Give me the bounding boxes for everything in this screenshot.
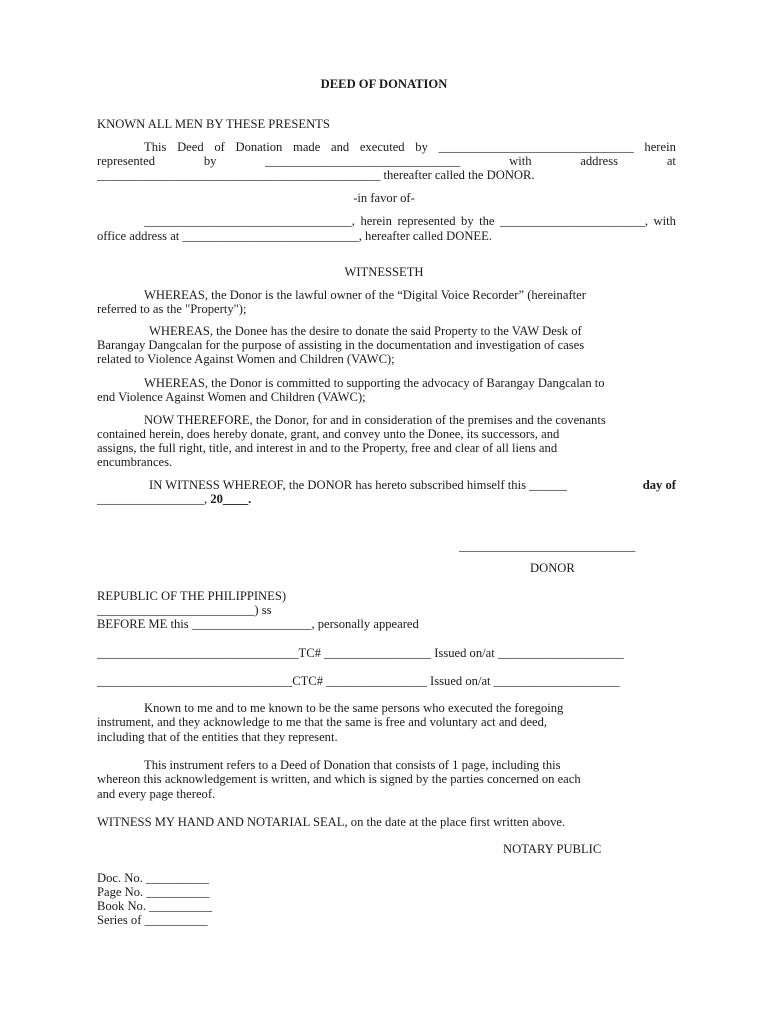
whereas-1-line-1: WHEREAS, the Donor is the lawful owner of the “Digital Voice Recorder” (hereinafter [144,288,586,302]
parties-line-2: represented by _______________________________ with address at [97,154,676,168]
parties-line-5: office address at ____________________________, hereafter called DONEE. [97,229,492,243]
donor-representative-blank: _______________________________ [265,154,461,168]
in-favor-of: -in favor of- [353,191,415,205]
before-me-line: BEFORE ME this ___________________, personally appeared [97,617,419,631]
now-therefore-line-4: encumbrances. [97,455,173,469]
in-witness-line-1: IN WITNESS WHEREOF, the DONOR has hereto subscribed himself this ______ day of [149,478,676,492]
opening-line: KNOWN ALL MEN BY THESE PRESENTS [97,117,330,131]
witnesseth-heading: WITNESSETH [344,265,424,279]
tc-line: ________________________________TC# _________________ Issued on/at ____________________ [97,646,624,660]
whereas-3-line-2: end Violence Against Women and Children (VAWC); [97,390,366,404]
now-therefore-line-3: assigns, the full right, title, and interest in and to the Property, free and clear of all liens and [97,441,558,455]
book-no-line: Book No. __________ [97,899,213,913]
in-witness-line-2: _________________, 20____. [97,492,252,506]
republic-line: REPUBLIC OF THE PHILIPPINES) [97,589,287,603]
whereas-2-line-1: WHEREAS, the Donee has the desire to donate the said Property to the VAW Desk of [149,324,582,338]
donor-label: DONOR [530,561,575,575]
notary-public-label: NOTARY PUBLIC [503,842,602,856]
instrument-line-3: and every page thereof. [97,787,216,801]
donor-name-blank: _______________________________ [438,140,634,154]
whereas-3-line-1: WHEREAS, the Donor is committed to supporting the advocacy of Barangay Dangcalan to [144,376,605,390]
parties-line-1: This Deed of Donation made and executed by _______________________________ herein [144,140,676,154]
whereas-2-line-2: Barangay Dangcalan for the purpose of assisting in the documentation and investigation of cases [97,338,585,352]
parties-line-4: _________________________________, herein represented by the _______________________, with [144,214,676,228]
page-no-line: Page No. __________ [97,885,210,899]
witness-hand-line: WITNESS MY HAND AND NOTARIAL SEAL, on the date at the place first written above. [97,815,566,829]
known-to-me-line-3: including that of the entities that they represent. [97,730,338,744]
known-to-me-line-2: instrument, and they acknowledge to me that the same is free and voluntary act and deed, [97,715,548,729]
parties-line-3: _____________________________________________ thereafter called the DONOR. [97,168,535,182]
instrument-line-2: whereon this acknowledgement is written, and which is signed by the parties concerned on each [97,772,581,786]
known-to-me-line-1: Known to me and to me known to be the same persons who executed the foregoing [144,701,564,715]
now-therefore-line-1: NOW THEREFORE, the Donor, for and in consideration of the premises and the covenants [144,413,606,427]
whereas-2-line-3: related to Violence Against Women and Children (VAWC); [97,352,395,366]
ctc-line: _______________________________CTC# ________________ Issued on/at ____________________ [97,674,620,688]
instrument-line-1: This instrument refers to a Deed of Donation that consists of 1 page, including this [144,758,561,772]
ss-line: _________________________) ss [97,603,272,617]
whereas-1-line-2: referred to as the "Property"); [97,302,247,316]
document-title: DEED OF DONATION [320,77,448,91]
donee-representative-blank: _______________________, [500,214,649,228]
series-of-line: Series of __________ [97,913,208,927]
donor-signature-line: ____________________________ [459,539,636,553]
donee-name-blank: _________________________________, [144,214,355,228]
doc-no-line: Doc. No. __________ [97,871,209,885]
now-therefore-line-2: contained herein, does hereby donate, grant, and convey unto the Donee, its successors, and [97,427,560,441]
